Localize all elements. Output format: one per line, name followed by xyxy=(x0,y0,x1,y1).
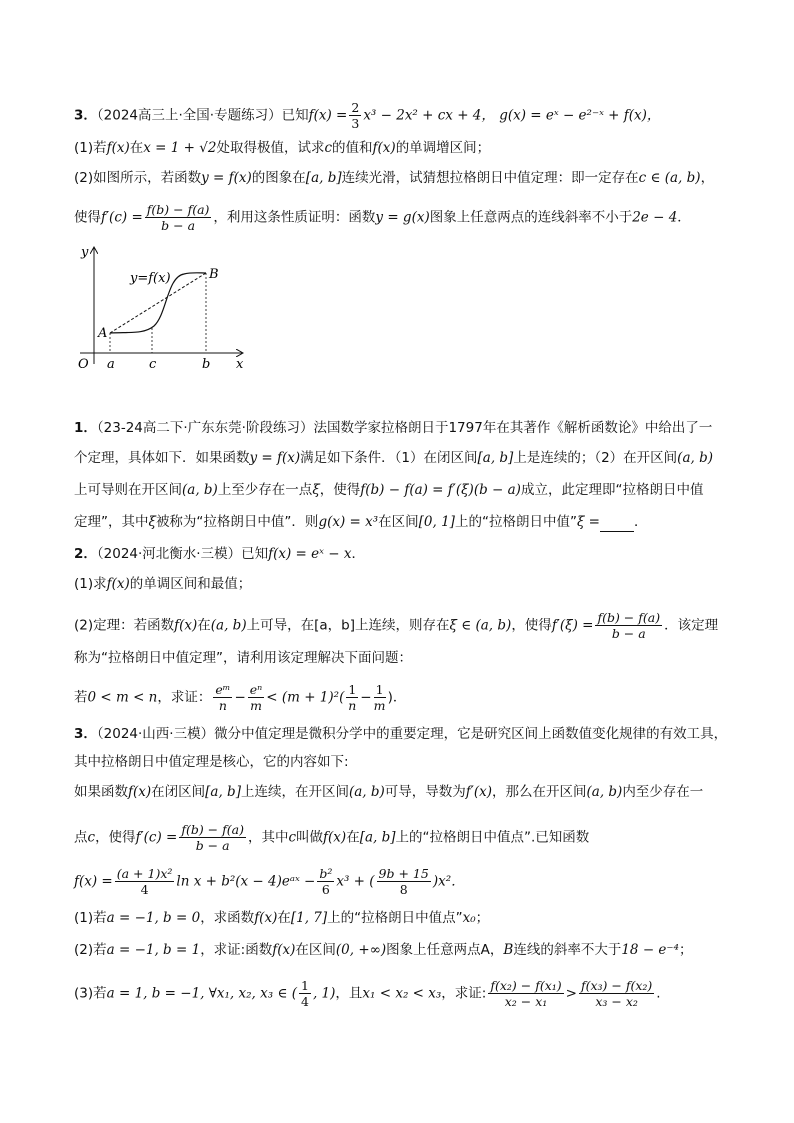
origin-label: O xyxy=(78,357,89,372)
problem-1-line2: 个定理，具体如下．如果函数y = f(x)满足如下条件．（1）在闭区间[a, b]上是连续的；（2）在开区间(a, b) xyxy=(74,450,713,466)
problem-2-line1: 2．（2024·河北衡水·三模）已知f(x) = eˣ − x． xyxy=(74,546,365,562)
problem-number: 3． xyxy=(74,107,97,124)
problem-3a-stem: 3．（2024高三上·全国·专题练习）已知f(x) = $\frac{2}{3}$ x³ − 2x² + cx + 4， g(x) = eˣ − e²⁻ˣ + f(x)， xyxy=(74,100,661,131)
answer-blank xyxy=(600,517,634,532)
tick-c: c xyxy=(149,357,157,372)
problem-3b-line3: 如果函数f(x)在闭区间[a, b]上连续，在开区间(a, b)可导，导数为f′(x)，那么在开区间(a, b)内至少存在一 xyxy=(74,784,704,800)
point-b-label: B xyxy=(209,267,219,282)
problem-2-q2: (2)定理：若函数f(x)在(a, b)上可导，在[a，b]上连续，则存在ξ ∈ (a, b)，使得f′(ξ) = $\frac{f(b) - f(a)}{b - a}$ ．该定理 xyxy=(74,610,719,641)
problem-2-q2-line2: 称为“拉格朗日中值定理”，请利用该定理解决下面问题： xyxy=(74,650,412,666)
problem-3b-line1: 3．（2024·山西·三模）微分中值定理是微积分学中的重要定理，它是研究区间上函数值变化规律的有效工具， xyxy=(74,726,728,742)
problem-3b-line2: 其中拉格朗日中值定理是核心，它的内容如下: xyxy=(74,754,349,770)
problem-3b-q2: (2)若a = −1, b = 1，求证:函数f(x)在区间(0, +∞)图象上任意两点A，B连线的斜率不大于18 − e⁻⁴； xyxy=(74,942,693,958)
problem-1-line4: 定理”，其中ξ被称为“拉格朗日中值”．则g(x) = x³在区间[0, 1]上的“拉格朗日中值”ξ = ． xyxy=(74,514,648,530)
fraction: $\frac{f(b) - f(a)}{b - a}$ xyxy=(146,202,210,233)
problem-1-line1: 1．（23-24高二下·广东东莞·阶段练习）法国数学家拉格朗日于1797年在其著作《解析函数论》中给出了一 xyxy=(74,420,713,436)
y-label: y xyxy=(81,245,89,260)
problem-3a-q1: (1)若f(x)在x = 1 + √2处取得极值，试求c的值和f(x)的单调增区间； xyxy=(74,140,491,156)
lagrange-figure xyxy=(72,242,252,374)
tick-a: a xyxy=(107,357,115,372)
x-label: x xyxy=(236,357,244,372)
problem-1-line3: 上可导则在开区间(a, b)上至少存在一点ξ，使得f(b) − f(a) = f′(ξ)(b − a)成立，此定理即“拉格朗日中值 xyxy=(74,482,704,498)
problem-2-q2-line3: 若0 < m < n，求证： $\frac{\text{eᵐ}}{n}$ − $\frac{\text{eⁿ}}{m}$ < (m + 1)²( $\frac{1}{n}$ − $\frac{1}{m}$ )． xyxy=(74,682,407,713)
fraction: $\frac{2}{3}$ xyxy=(351,100,360,131)
problem-3a-q2: (2)如图所示，若函数y = f(x)的图象在[a, b]连续光滑，试猜想拉格朗日中值定理：即一定存在c ∈ (a, b)， xyxy=(74,170,715,186)
tick-b: b xyxy=(202,357,211,372)
problem-3b-line4: 点c，使得f′(c) = $\frac{f(b) - f(a)}{b - a}$ ，其中c叫做f(x)在[a, b]上的“拉格朗日中值点”.已知函数 xyxy=(74,822,590,853)
problem-3a-q2-line2: 使得f′(c) = $\frac{f(b) - f(a)}{b - a}$ ，利用这条性质证明：函数y = g(x)图象上任意两点的连线斜率不小于2e − 4． xyxy=(74,202,691,233)
problem-3b-q1: (1)若a = −1, b = 0，求函数f(x)在[1, 7]上的“拉格朗日中值点”x₀； xyxy=(74,910,490,926)
problem-2-q1: (1)求f(x)的单调区间和最值； xyxy=(74,576,252,592)
problem-3b-q3: (3)若a = 1, b = −1, ∀x₁, x₂, x₃ ∈ ( $\frac{1}{4}$ , 1)，且x₁ < x₂ < x₃，求证: $\frac{\text{f(x₂) − f(x₁)}}{\text{x₂ − x₁}}$ > $\frac{\text{f(x₃) − f(x₂)}}{\text{x₃ − x₂}}$ . xyxy=(74,978,661,1009)
problem-3b-function: f(x) = $\frac{\text{(a + 1)x²}}{4}$ ln x + b²(x − 4)eᵃˣ − $\frac{\text{b²}}{6}$ x³ + ( $\frac{9b + 15}{8}$ )x²． xyxy=(74,866,465,897)
point-a-label: A xyxy=(98,326,108,341)
curve-label: y=f(x) xyxy=(130,271,171,286)
